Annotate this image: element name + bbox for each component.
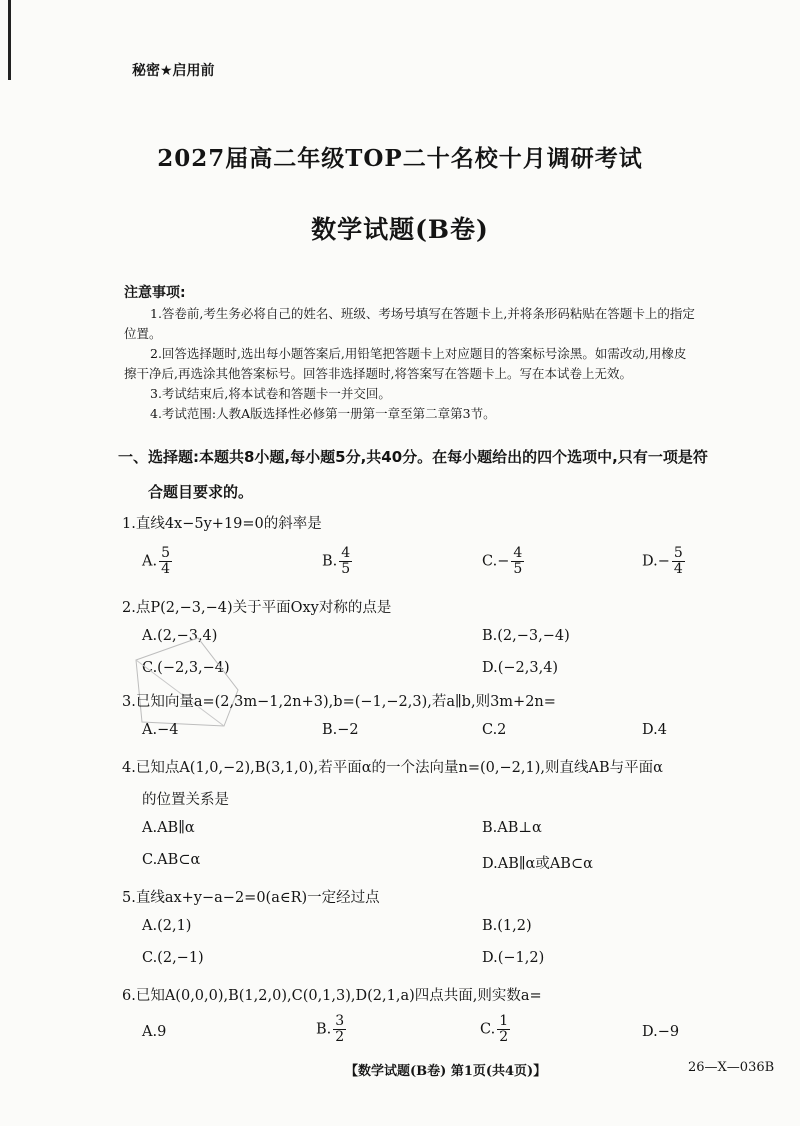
confidential-label: 秘密★启用前 <box>132 63 215 79</box>
question-3-option-b: B.−2 <box>322 722 359 738</box>
section-heading-choice: 一、选择题:本题共8小题,每小题5分,共40分。在每小题给出的四个选项中,只有一项是符 <box>118 448 708 466</box>
exam-title: 2027届高二年级TOP二十名校十月调研考试 <box>157 145 643 172</box>
question-4-option-d: D.AB∥α或AB⊂α <box>482 856 593 872</box>
question-4-stem: 4.已知点A(1,0,−2),B(3,1,0),若平面α的一个法向量n=(0,−2,1),则直线AB与平面α <box>122 760 663 776</box>
notice-item-4: 4.考试范围:人教A版选择性必修第一册第一章至第二章第3节。 <box>150 406 496 421</box>
question-4-stem-cont: 的位置关系是 <box>142 792 229 808</box>
question-6-option-a: A.9 <box>142 1024 167 1040</box>
question-6-stem: 6.已知A(0,0,0),B(1,2,0),C(0,1,3),D(2,1,a)四点共面,则实数a= <box>122 988 542 1004</box>
question-3-stem: 3.已知向量a=(2,3m−1,2n+3),b=(−1,−2,3),若a∥b,则3m+2n= <box>122 694 556 710</box>
question-1-stem: 1.直线4x−5y+19=0的斜率是 <box>122 516 322 532</box>
question-2-option-c: C.(−2,3,−4) <box>142 660 230 676</box>
question-3-option-c: C.2 <box>482 722 507 738</box>
question-6-option-d: D.−9 <box>642 1024 680 1040</box>
notice-item-2-cont: 擦干净后,再选涂其他答案标号。回答非选择题时,将答案写在答题卡上。写在本试卷上无效。 <box>124 366 632 381</box>
question-2-option-d: D.(−2,3,4) <box>482 660 559 676</box>
question-2-stem: 2.点P(2,−3,−4)关于平面Oxy对称的点是 <box>122 600 392 616</box>
question-3-option-d: D.4 <box>642 722 667 738</box>
question-5-option-d: D.(−1,2) <box>482 950 545 966</box>
question-4-option-a: A.AB∥α <box>142 820 195 836</box>
notice-item-2: 2.回答选择题时,选出每小题答案后,用铅笔把答题卡上对应题目的答案标号涂黑。如需改动,用橡皮 <box>150 346 687 361</box>
question-5-option-c: C.(2,−1) <box>142 950 204 966</box>
question-1-option-a: A. $\frac{5}{4}$ <box>142 545 171 577</box>
question-6-option-c: C. $\frac{1}{2}$ <box>480 1013 509 1045</box>
question-1-option-b: B. $\frac{4}{5}$ <box>322 545 351 577</box>
notice-heading: 注意事项: <box>124 285 186 301</box>
notice-item-1: 1.答卷前,考生务必将自己的姓名、班级、考场号填写在答题卡上,并将条形码粘贴在答题卡上的指定 <box>150 306 695 321</box>
question-5-option-a: A.(2,1) <box>142 918 192 934</box>
notice-item-3: 3.考试结束后,将本试卷和答题卡一并交回。 <box>150 386 391 401</box>
question-1-option-c: C.− $\frac{4}{5}$ <box>482 545 523 577</box>
question-4-option-b: B.AB⊥α <box>482 820 542 836</box>
question-6-option-b: B. $\frac{3}{2}$ <box>316 1013 345 1045</box>
paper-code: 26—X—036B <box>688 1060 775 1075</box>
question-5-option-b: B.(1,2) <box>482 918 532 934</box>
page-footer: 【数学试题(B卷) 第1页(共4页)】 <box>345 1064 547 1079</box>
pencil-sketch-mark <box>128 630 248 730</box>
exam-subtitle: 数学试题(B卷) <box>311 215 489 244</box>
question-5-stem: 5.直线ax+y−a−2=0(a∈R)一定经过点 <box>122 890 380 906</box>
scan-edge-mark <box>8 0 11 80</box>
question-3-option-a: A.−4 <box>142 722 179 738</box>
question-4-option-c: C.AB⊂α <box>142 852 201 868</box>
notice-item-1-cont: 位置。 <box>124 326 162 341</box>
question-1-option-d: D.− $\frac{5}{4}$ <box>642 545 683 577</box>
section-heading-choice-cont: 合题目要求的。 <box>148 483 254 501</box>
question-2-option-b: B.(2,−3,−4) <box>482 628 570 644</box>
question-2-option-a: A.(2,−3,4) <box>142 628 218 644</box>
